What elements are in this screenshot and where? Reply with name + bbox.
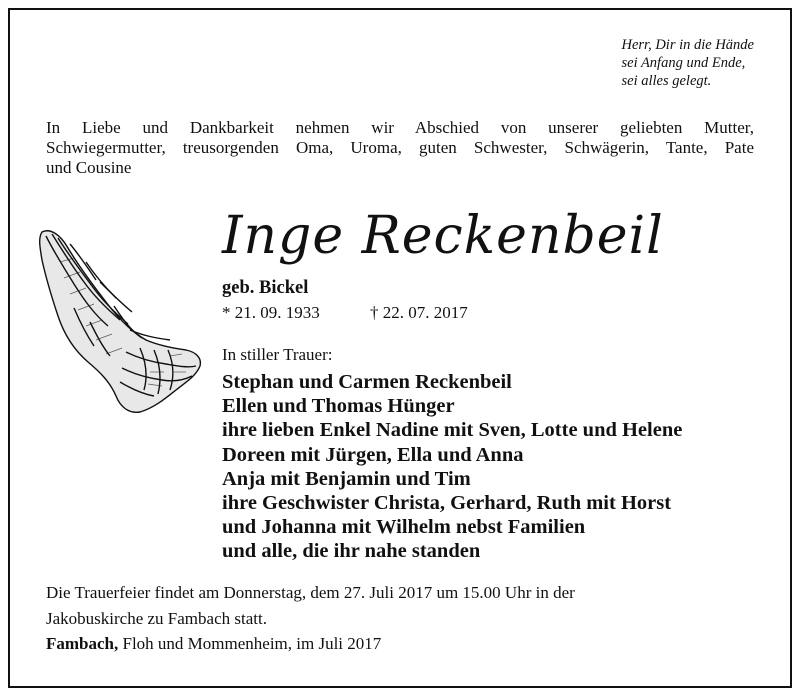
place-rest: Floh und Mommenheim, im Juli 2017 [118,634,382,653]
intro-line: und Cousine [46,158,132,177]
place-town: Fambach, [46,634,119,653]
mourner-line: Doreen mit Jürgen, Ella und Anna [222,443,524,466]
mourner-line: ihre Geschwister Christa, Gerhard, Ruth mit Horst [222,492,672,515]
motto-line: sei Anfang und Ende, [621,55,746,71]
mourner-line: und Johanna mit Wilhelm nebst Familien [222,516,586,539]
mourner-line: Stephan und Carmen Reckenbeil [222,371,512,393]
place-date [46,634,381,654]
mourner-line: ihre lieben Enkel Nadine mit Sven, Lotte und Helene [222,419,683,442]
mourners-list [222,370,682,564]
intro-line: Schwiegermutter, treusorgenden Oma, Uroma, guten Schwester, Schwägerin, Tante, Pate [46,138,754,157]
service-line: Jakobuskirche zu Fambach statt. [46,609,267,628]
motto-line: Herr, Dir in die Hände [621,37,754,53]
mourner-line: Anja mit Benjamin und Tim [222,467,471,490]
service-line: Die Trauerfeier findet am Donnerstag, dem 27. Juli 2017 um 15.00 Uhr in der [46,583,575,602]
mourner-line: und alle, die ihr nahe standen [222,540,481,563]
mourner-line: Ellen und Thomas Hünger [222,395,455,418]
funeral-service-info [46,580,726,632]
intro-line: In Liebe und Dankbarkeit nehmen wir Abschied von unserer geliebten Mutter, [46,118,754,137]
motto-line: sei alles gelegt. [621,73,712,89]
life-dates [222,303,468,323]
birth-name: geb. Bickel [222,278,309,298]
motto [621,36,754,90]
deceased-name: Inge Reckenbeil [222,206,664,266]
death-date: † 22. 07. 2017 [370,303,468,322]
mourning-label: In stiller Trauer: [222,345,333,364]
praying-hands-icon [30,222,210,422]
birth-date: * 21. 09. 1933 [222,303,320,322]
intro-text [46,118,754,178]
